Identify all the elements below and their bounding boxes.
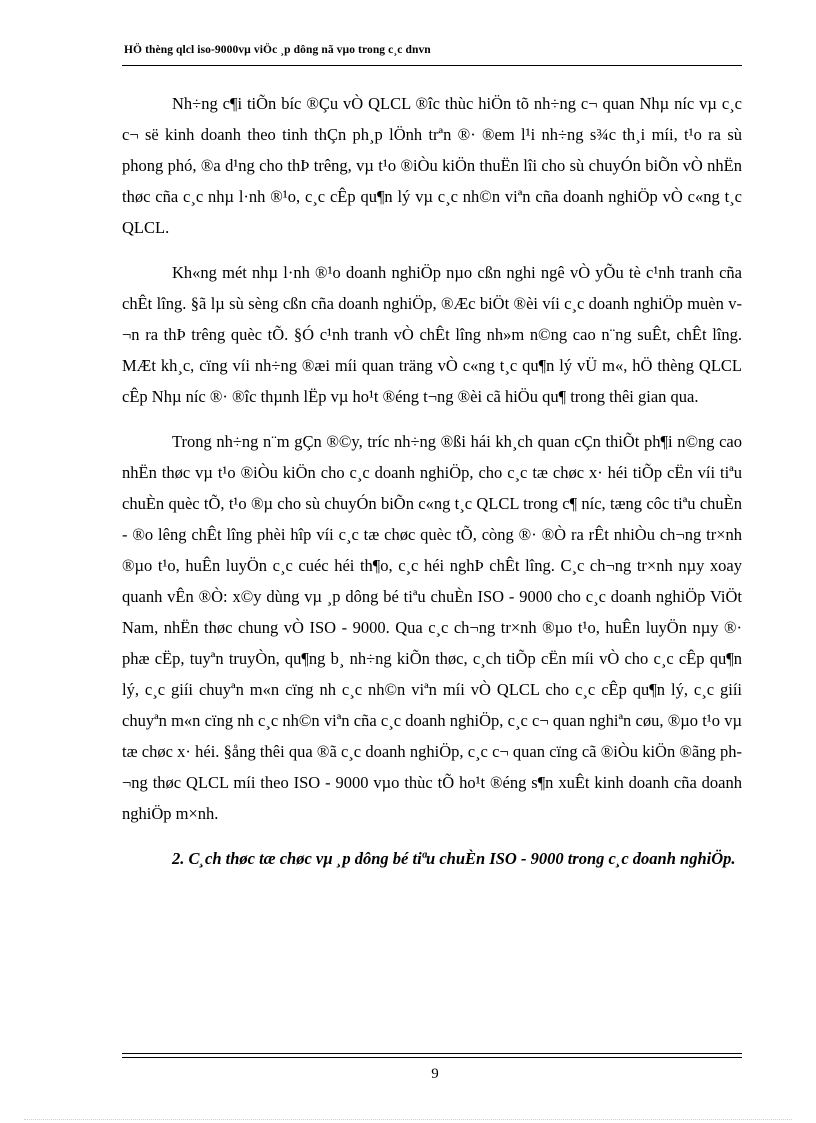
footer-rule-top [122, 1053, 742, 1054]
paragraph-3: Trong nh÷ng n¨m gÇn ®©y, tríc nh÷ng ®ßi hái kh¸ch quan cÇn thiÕt ph¶i n©ng cao nhËn thøc vµ t¹o ®iÒu kiÖn cho c¸c doanh nghiÖp, cho c¸c tæ chøc x· héi tiÕp cËn víi tiªu chuÈn quèc tÕ, t¹o ®µ cho sù chuyÓn biÕn c«ng t¸c QLCL trong c¶ níc, tæng côc tiªu chuÈn - ®o lêng chÊt lîng phèi hîp víi c¸c tæ chøc quèc tÕ, còng ®· ®Ò ra rÊt nhiÒu ch¬ng tr×nh ®µo t¹o, huÊn luyÖn c¸c cuéc héi th¶o, c¸c héi nghÞ chÊt lîng. C¸c ch¬ng tr×nh nµy xoay quanh vÊn ®Ò: x©y dùng vµ ¸p dông bé tiªu chuÈn ISO - 9000 cho c¸c doanh nghiÖp ViÖt Nam, nhËn thøc chung vÒ ISO - 9000. Qua c¸c ch¬ng tr×nh ®µo t¹o, huÊn luyÖn nµy ®· phæ cËp, tuyªn truyÒn, qu¶ng b¸ nh÷ng kiÕn thøc, c¸ch tiÕp cËn míi vÒ cho c¸c cÊp qu¶n lý, c¸c giíi chuyªn m«n cïng nh c¸c nh©n viªn míi vÒ QLCL cho c¸c cÊp qu¶n lý, c¸c giíi chuyªn m«n cïng nh c¸c nh©n viªn cña c¸c doanh nghiÖp, c¸c c¬ quan nghiªn cøu, ®µo t¹o vµ tæ chøc x· héi. §ång thêi qua ®ã c¸c doanh nghiÖp, c¸c c¬ quan cïng cã ®iÒu kiÖn ®ãng ph¬ng thøc QLCL míi theo ISO - 9000 vµo thùc tÕ ho¹t ®éng s¶n xuÊt kinh doanh cña doanh nghiÖp m×nh. [122, 432, 742, 823]
body-text [122, 88, 742, 874]
section-heading: 2. C¸ch thøc tæ chøc vµ ¸p dông bé tiªu chuÈn ISO - 9000 trong c¸c doanh nghiÖp. [172, 849, 736, 868]
running-header: HÖ thèng qlcl iso-9000vµ viÖc ¸p dông nã vµo trong c¸c dnvn [124, 44, 431, 56]
header-rule [122, 65, 742, 66]
paragraph-1: Nh÷ng c¶i tiÕn bíc ®Çu vÒ QLCL ®îc thùc hiÖn tõ nh÷ng c¬ quan Nhµ níc vµ c¸c c¬ së kinh doanh theo tinh thÇn ph¸p lÖnh trªn ®· ®em l¹i nh÷ng s¾c th¸i míi, t¹o ra sù phong phó, ®a d¹ng cho thÞ trêng, vµ t¹o ®iÒu kiÖn thuËn lîi cho sù chuyÓn biÕn vÒ nhËn thøc cña c¸c nhµ l·nh ®¹o, c¸c cÊp qu¶n lý vµ c¸c nh©n viªn cña doanh nghiÖp vÒ c«ng t¸c QLCL. [122, 94, 742, 237]
page-border [24, 1119, 792, 1120]
footer-rule-bottom [122, 1057, 742, 1058]
paragraph-2: Kh«ng mét nhµ l·nh ®¹o doanh nghiÖp nµo cßn nghi ngê vÒ yÕu tè c¹nh tranh cña chÊt lîng. §ã lµ sù sèng cßn cña doanh nghiÖp, ®Æc biÖt ®èi víi c¸c doanh nghiÖp muèn v¬n ra thÞ trêng quèc tÕ. §Ó c¹nh tranh vÒ chÊt lîng nh»m n©ng cao n¨ng suÊt, chÊt lîng. MÆt kh¸c, cïng víi nh÷ng ®æi míi quan träng vÒ c«ng t¸c qu¶n lý vÜ m«, hÖ thèng QLCL cÊp Nhµ níc ®· ®îc thµnh lËp vµ ho¹t ®éng t¬ng ®èi cã hiÖu qu¶ trong thêi gian qua. [122, 263, 742, 406]
page-number: 9 [431, 1066, 439, 1082]
